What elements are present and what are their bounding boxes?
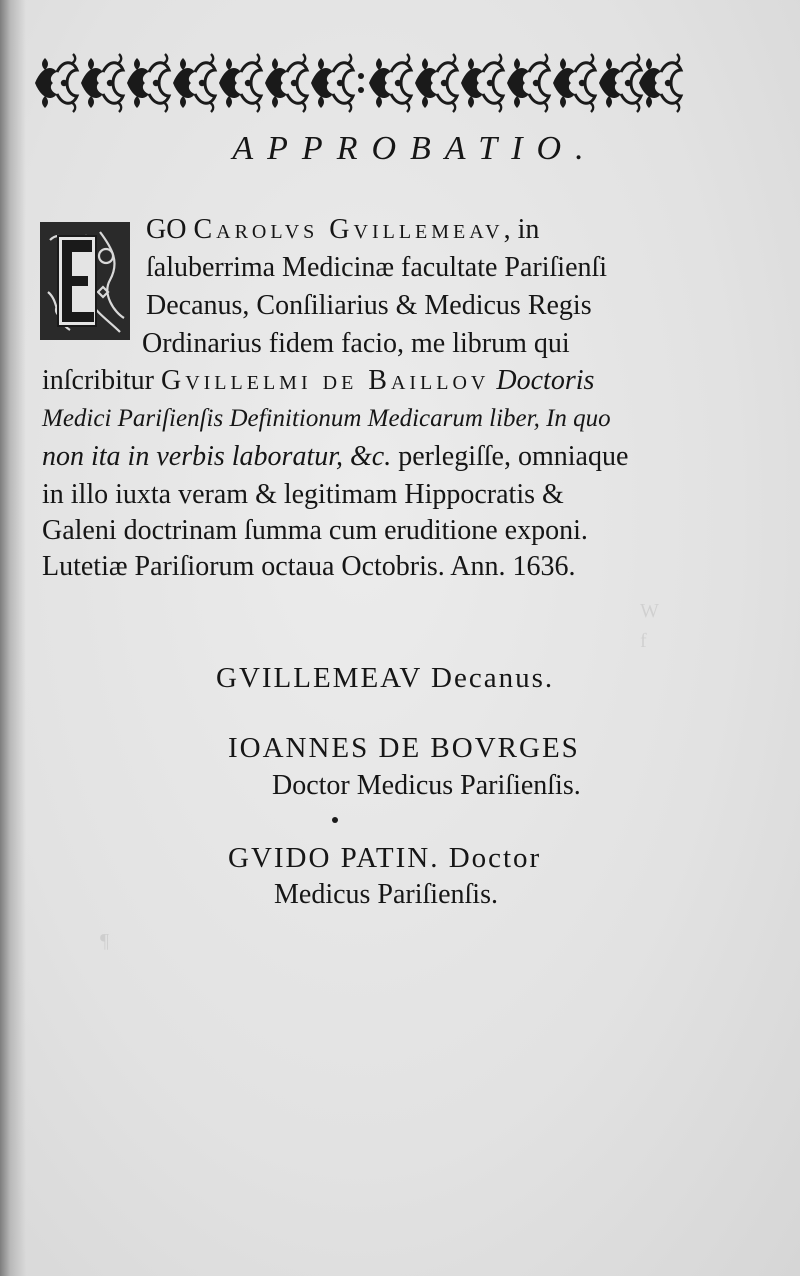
body-line [42, 549, 575, 585]
body-text-run: GO [146, 214, 194, 245]
body-line [146, 250, 607, 286]
body-text-run: Gvillelmi de Baillov [160, 365, 490, 396]
body-text-run: ſaluberrima Medicinæ facultate Pariſienſi [146, 252, 608, 283]
body-text-run: perlegiſſe, omniaque [391, 441, 629, 472]
body-text-run: Ordinarius fidem facio, me librum qui [142, 328, 570, 359]
signature-name: GVIDO PATIN. Doctor [228, 842, 542, 874]
body-text-run: Lutetiæ Pariſiorum octaua Octobris. Ann. 1636. [42, 551, 576, 582]
body-text-run: inſcribitur [42, 365, 161, 396]
show-through-text: W [640, 600, 659, 622]
signature-title: Medicus Pariſienſis. [274, 879, 498, 910]
body-line [146, 288, 592, 324]
signature-title: Doctor Medicus Pariſienſis. [272, 770, 581, 801]
body-text-run: non ita in verbis laboratur, &c. [42, 441, 392, 472]
body-line [42, 477, 564, 513]
body-text-run: in illo iuxta veram & legitimam Hippocratis & [42, 479, 564, 510]
signature-name: IOANNES DE BOVRGES [228, 732, 580, 764]
body-text-run: Carolvs Gvillemeav [193, 214, 504, 245]
body-text-run: Decanus, Conſiliarius & Medicus Regis [146, 290, 592, 321]
signature-name: GVILLEMEAV Decanus. [216, 662, 555, 694]
show-through-text: ¶ [100, 930, 110, 952]
gutter-shadow [0, 0, 26, 1276]
body-line [146, 212, 539, 248]
body-text-run: Doctoris [489, 365, 595, 396]
stray-mark [332, 817, 338, 823]
body-line [142, 326, 570, 362]
body-text-run: Medici Pariſienſis Definitionum Medicarum liber, In quo [42, 405, 611, 432]
body-line [42, 439, 628, 475]
body-line [42, 513, 588, 549]
floral-woodcut-initial-icon [40, 222, 130, 340]
body-text-run: , in [503, 214, 540, 245]
page-heading: APPROBATIO. [232, 130, 598, 167]
headpiece-ornament-icon [33, 50, 685, 116]
body-line [42, 401, 611, 437]
body-text-run: Galeni doctrinam ſumma cum eruditione exponi. [42, 515, 588, 546]
show-through-text: f [640, 630, 647, 652]
body-line [42, 363, 594, 399]
